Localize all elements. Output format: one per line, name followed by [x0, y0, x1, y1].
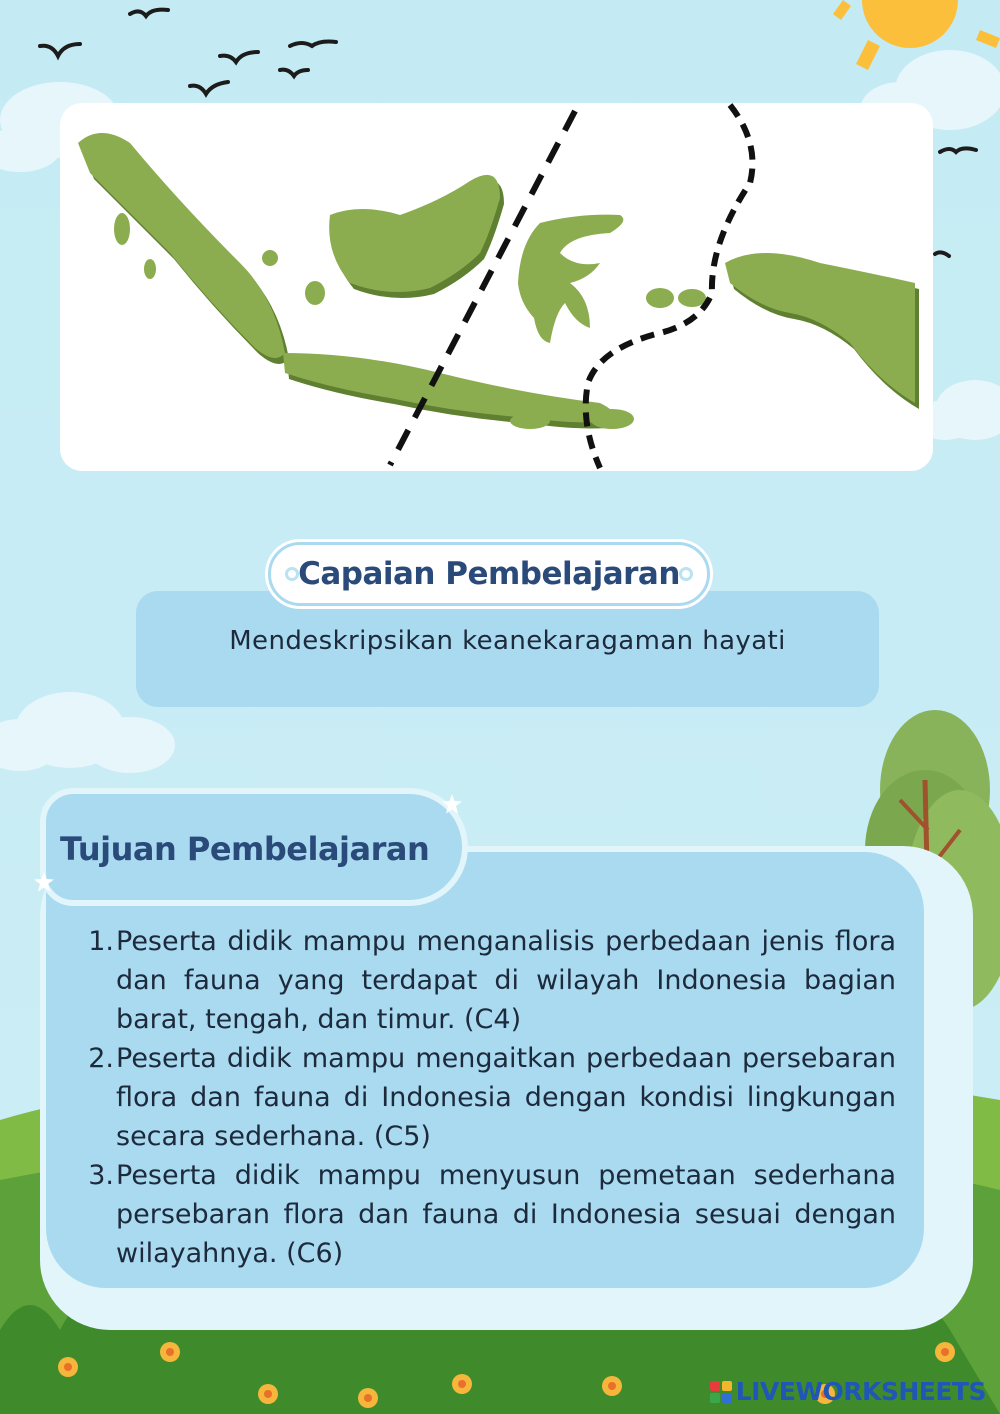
list-item-number: 2. — [88, 1043, 114, 1074]
indonesia-map-card — [60, 103, 933, 471]
liveworksheets-logo-icon — [710, 1381, 732, 1403]
island-sumatra — [78, 133, 285, 358]
dot-icon — [285, 567, 299, 581]
list-item-text: Peserta didik mampu menyusun pemetaan sederhana persebaran flora dan fauna di Indonesia sesuai dengan wilayahnya. (C6) — [116, 1160, 896, 1269]
watermark-text: LIVEWORKSHEETS — [735, 1377, 986, 1406]
island-papua — [725, 253, 915, 403]
capaian-title: Capaian Pembelajaran — [298, 556, 680, 592]
list-item — [80, 1156, 896, 1273]
list-item-number: 1. — [88, 926, 114, 957]
tujuan-list — [80, 922, 896, 1273]
star-icon — [32, 870, 56, 894]
list-item-text: Peserta didik mampu menganalisis perbedaan jenis flora dan fauna yang terdapat di wilayah Indonesia bagian barat, tengah, dan timur. (C4) — [116, 926, 896, 1035]
liveworksheets-watermark — [710, 1377, 986, 1406]
capaian-title-pill — [268, 542, 710, 606]
indonesia-map-icon — [60, 103, 933, 471]
star-icon — [440, 792, 464, 816]
list-item-text: Peserta didik mampu mengaitkan perbedaan persebaran flora dan fauna di Indonesia dengan kondisi lingkungan secara sederhana. (C5) — [116, 1043, 896, 1152]
capaian-text: Mendeskripsikan keanekaragaman hayati — [229, 626, 786, 656]
dot-icon — [679, 567, 693, 581]
list-item — [80, 922, 896, 1039]
island-sulawesi — [518, 215, 623, 343]
island-kalimantan — [329, 175, 500, 292]
list-item — [80, 1039, 896, 1156]
list-item-number: 3. — [88, 1160, 114, 1191]
tujuan-title: Tujuan Pembelajaran — [60, 830, 430, 868]
